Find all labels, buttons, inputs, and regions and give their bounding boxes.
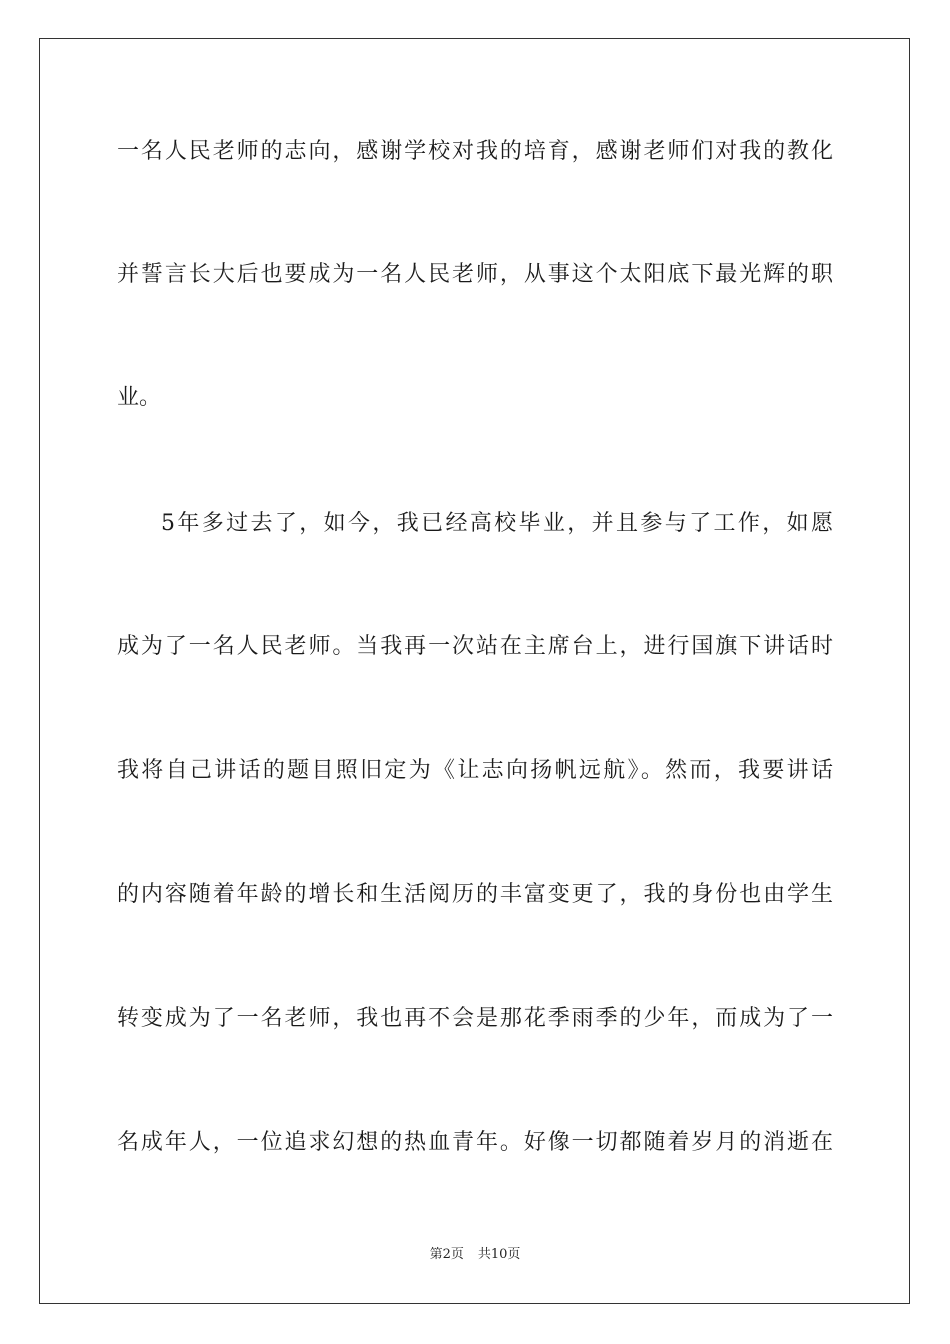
page-total: 共10页 xyxy=(477,1247,521,1262)
text-line: 的内容随着年龄的增长和生活阅历的丰富变更了，我的身份也由学生 xyxy=(117,882,833,907)
page-footer xyxy=(0,1246,950,1264)
text-line: 我将自己讲话的题目照旧定为《让志向扬帆远航》。然而，我要讲话 xyxy=(117,758,833,783)
text-line: 成为了一名人民老师。当我再一次站在主席台上，进行国旗下讲话时 xyxy=(117,634,833,659)
text-line: 并誓言长大后也要成为一名人民老师，从事这个太阳底下最光辉的职 xyxy=(117,262,833,287)
text-line: 转变成为了一名老师，我也再不会是那花季雨季的少年，而成为了一 xyxy=(117,1006,833,1031)
text-line: 5年多过去了，如今，我已经高校毕业，并且参与了工作，如愿 xyxy=(161,511,833,536)
text-line: 名成年人，一位追求幻想的热血青年。好像一切都随着岁月的消逝在 xyxy=(117,1130,833,1155)
page-border xyxy=(39,38,910,1304)
text-line: 一名人民老师的志向，感谢学校对我的培育，感谢老师们对我的教化 xyxy=(117,139,833,164)
page-number: 第2页 xyxy=(429,1247,464,1262)
text-line: 业。 xyxy=(117,385,162,410)
